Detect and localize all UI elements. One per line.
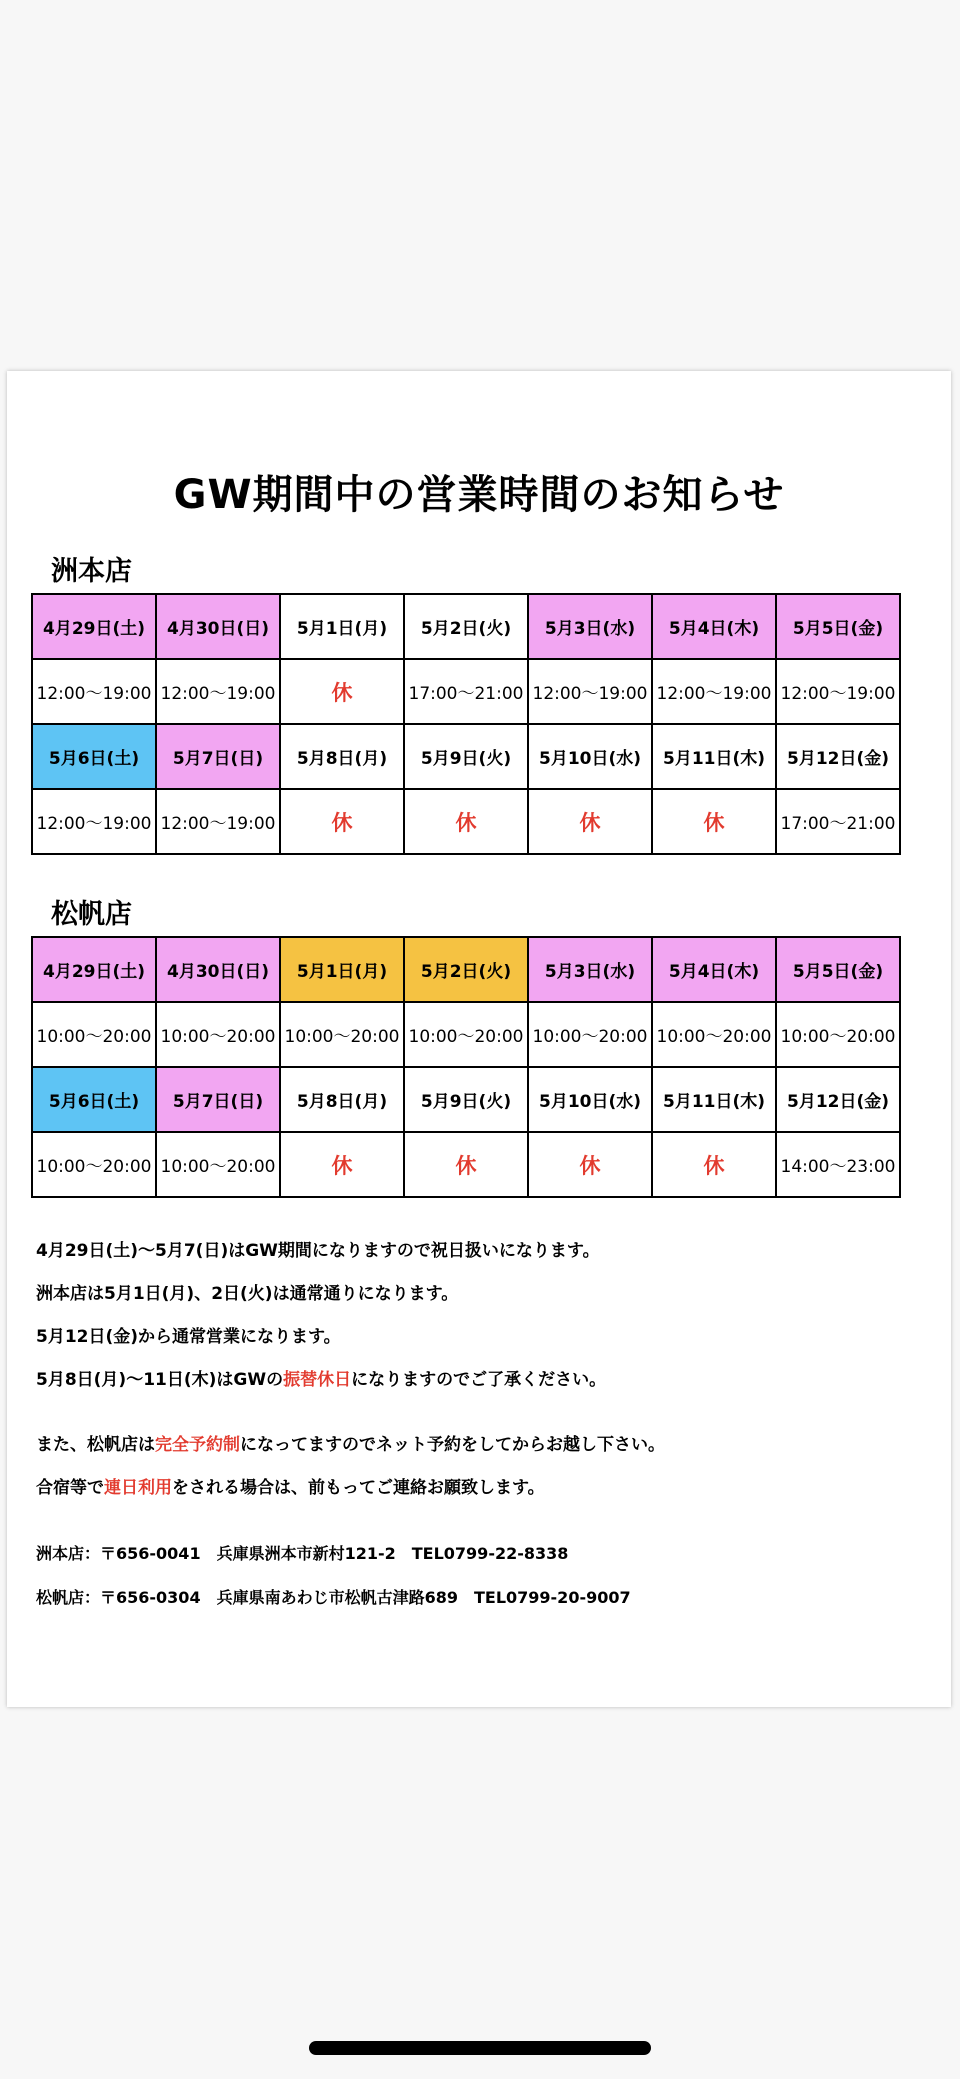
hours-row	[32, 1132, 900, 1197]
date-cell: 5月5日(金)	[776, 937, 900, 1002]
closed-cell: 休	[652, 789, 776, 854]
date-cell: 5月3日(水)	[528, 594, 652, 659]
home-indicator[interactable]	[309, 2041, 651, 2055]
date-cell: 5月8日(月)	[280, 1067, 404, 1132]
note-text: また、松帆店は	[36, 1435, 155, 1455]
hours-cell: 10:00～20:00	[528, 1002, 652, 1067]
page-title: GW期間中の営業時間のお知らせ	[173, 472, 785, 518]
hours-cell: 10:00～20:00	[652, 1002, 776, 1067]
closed-cell: 休	[280, 659, 404, 724]
date-cell: 5月7日(日)	[156, 724, 280, 789]
note-line	[36, 1424, 665, 1467]
closed-cell: 休	[280, 1132, 404, 1197]
store-name-matsuho: 松帆店	[51, 899, 132, 930]
date-cell: 5月8日(月)	[280, 724, 404, 789]
hours-row	[32, 659, 900, 724]
closed-cell: 休	[280, 789, 404, 854]
hours-cell: 12:00～19:00	[776, 659, 900, 724]
note-line: 5月12日(金)から通常営業になります。	[36, 1327, 341, 1347]
date-cell: 5月11日(木)	[652, 724, 776, 789]
date-cell: 5月7日(日)	[156, 1067, 280, 1132]
address-sumoto: 洲本店：〒656-0041 兵庫県洲本市新村121-2 TEL0799-22-8338	[36, 1544, 569, 1563]
date-cell: 5月12日(金)	[776, 1067, 900, 1132]
hours-cell: 10:00～20:00	[280, 1002, 404, 1067]
hours-cell: 10:00～20:00	[32, 1002, 156, 1067]
date-cell: 5月12日(金)	[776, 724, 900, 789]
closed-cell: 休	[528, 1132, 652, 1197]
hours-cell: 10:00～20:00	[404, 1002, 528, 1067]
hours-cell: 10:00～20:00	[156, 1132, 280, 1197]
date-cell: 4月29日(土)	[32, 937, 156, 1002]
note-highlight: 完全予約制	[155, 1435, 240, 1455]
note-text: になりますのでご了承ください。	[351, 1370, 607, 1390]
date-cell: 5月10日(水)	[528, 724, 652, 789]
addresses	[36, 1532, 631, 1620]
hours-cell: 12:00～19:00	[156, 659, 280, 724]
closed-cell: 休	[404, 1132, 528, 1197]
note-highlight: 連日利用	[104, 1478, 172, 1498]
note-line: 洲本店は5月1日(月)、2日(火)は通常通りになります。	[36, 1284, 459, 1304]
hours-cell: 17:00～21:00	[404, 659, 528, 724]
date-cell: 5月10日(水)	[528, 1067, 652, 1132]
date-cell: 5月1日(月)	[280, 937, 404, 1002]
date-cell: 5月4日(木)	[652, 594, 776, 659]
hours-cell: 10:00～20:00	[776, 1002, 900, 1067]
address-matsuho: 松帆店：〒656-0304 兵庫県南あわじ市松帆古津路689 TEL0799-20-9007	[36, 1588, 631, 1607]
note-text: 5月8日(月)～11日(木)はGWの	[36, 1370, 284, 1390]
hours-cell: 12:00～19:00	[156, 789, 280, 854]
date-cell: 5月4日(木)	[652, 937, 776, 1002]
note-line	[36, 1467, 665, 1510]
date-cell: 5月2日(火)	[404, 937, 528, 1002]
hours-cell: 14:00～23:00	[776, 1132, 900, 1197]
note-text: になってますのでネット予約をしてからお越し下さい。	[240, 1435, 665, 1455]
closed-cell: 休	[404, 789, 528, 854]
date-cell: 5月6日(土)	[32, 724, 156, 789]
closed-cell: 休	[652, 1132, 776, 1197]
date-cell: 5月5日(金)	[776, 594, 900, 659]
date-row	[32, 594, 900, 659]
date-cell: 5月6日(土)	[32, 1067, 156, 1132]
notice-card	[7, 371, 951, 1707]
date-cell: 5月9日(火)	[404, 724, 528, 789]
date-cell: 4月30日(日)	[156, 937, 280, 1002]
date-row	[32, 724, 900, 789]
schedule-table-sumoto	[31, 593, 901, 855]
note-text: 合宿等で	[36, 1478, 104, 1498]
date-cell: 5月2日(火)	[404, 594, 528, 659]
date-cell: 5月11日(木)	[652, 1067, 776, 1132]
date-cell: 4月29日(土)	[32, 594, 156, 659]
hours-row	[32, 1002, 900, 1067]
note-line: 4月29日(土)～5月7(日)はGW期間になりますので祝日扱いになります。	[36, 1241, 600, 1261]
notes	[36, 1230, 665, 1510]
hours-cell: 12:00～19:00	[528, 659, 652, 724]
date-cell: 5月3日(水)	[528, 937, 652, 1002]
note-highlight: 振替休日	[283, 1370, 352, 1390]
hours-row	[32, 789, 900, 854]
date-row	[32, 937, 900, 1002]
hours-cell: 10:00～20:00	[156, 1002, 280, 1067]
date-cell: 5月1日(月)	[280, 594, 404, 659]
date-row	[32, 1067, 900, 1132]
note-text: をされる場合は、前もってご連絡お願致します。	[172, 1478, 545, 1498]
hours-cell: 12:00～19:00	[32, 659, 156, 724]
note-line	[36, 1359, 665, 1402]
hours-cell: 12:00～19:00	[32, 789, 156, 854]
schedule-table-matsuho	[31, 936, 901, 1198]
hours-cell: 10:00～20:00	[32, 1132, 156, 1197]
hours-cell: 17:00～21:00	[776, 789, 900, 854]
date-cell: 5月9日(火)	[404, 1067, 528, 1132]
store-name-sumoto: 洲本店	[51, 556, 132, 587]
date-cell: 4月30日(日)	[156, 594, 280, 659]
closed-cell: 休	[528, 789, 652, 854]
hours-cell: 12:00～19:00	[652, 659, 776, 724]
